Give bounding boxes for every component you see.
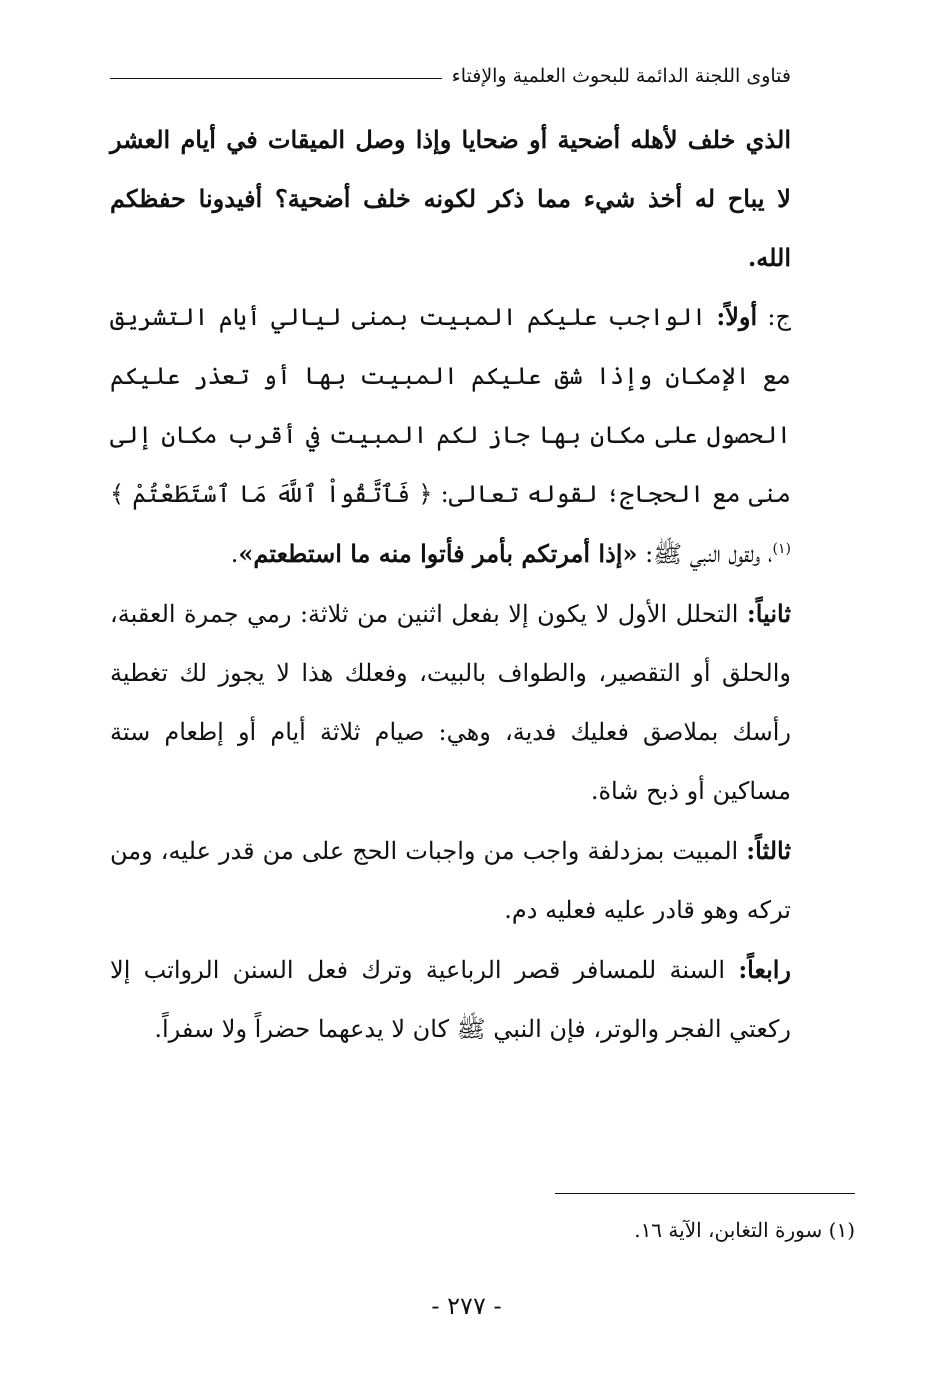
answer-prefix: ج:	[757, 303, 791, 331]
footnote: (١) سورة التغابن، الآية ١٦.	[634, 1218, 855, 1242]
point-one-text: الواجب عليكم المبيت بمنى ليالي أيام التشريق مع الإمكان وإذا شق عليكم المبيت بها أو تعذر عليكم الحصول على مكان بها جاز لكم المبيت في أقرب مكان إلى منى مع الحجاج؛ لقوله تعالى:	[110, 303, 791, 508]
running-header	[110, 58, 791, 94]
point-two-label: ثانياً:	[746, 599, 791, 628]
running-header-title: فتاوى اللجنة الدائمة للبحوث العلمية والإفتاء	[451, 65, 791, 87]
point-four-text: السنة للمسافر قصر الرباعية وترك فعل السنن الرواتب إلا ركعتي الفجر والوتر، فإن النبي ﷺ كان لا يدعهما حضراً ولا سفراً.	[110, 956, 791, 1043]
question-paragraph: الذي خلف لأهله أضحية أو ضحايا وإذا وصل الميقات في أيام العشر لا يباح له أخذ شيء مما ذكر لكونه خلف أضحية؟ أفيدونا حفظكم الله.	[110, 125, 791, 272]
body-text	[110, 110, 791, 1059]
point-two-text: التحلل الأول لا يكون إلا بفعل اثنين من ثلاثة: رمي جمرة العقبة، والحلق أو التقصير، والطواف بالبيت، وفعلك هذا لا يجوز لك تغطية رأسك بملاصق فعليك فدية، وهي: صيام ثلاثة أيام أو إطعام ستة مساكين أو ذبح شاة.	[110, 600, 791, 805]
answer-second-paragraph	[110, 584, 791, 821]
answer-third-paragraph	[110, 821, 791, 940]
answer-fourth-paragraph	[110, 940, 791, 1059]
footnote-rule	[555, 1193, 855, 1194]
page-number: - ٢٧٧ -	[431, 1292, 502, 1320]
point-three-text: المبيت بمزدلفة واجب من واجبات الحج على من قدر عليه، ومن تركه وهو قادر عليه فعليه دم.	[110, 837, 791, 924]
point-one-label: أولاً:	[716, 302, 758, 331]
footnote-marker: (١)	[772, 541, 791, 557]
answer-first-paragraph	[110, 287, 791, 584]
point-one-text-after: ، ولقول النبي ﷺ:	[637, 540, 773, 568]
point-one-end: .	[230, 540, 239, 568]
hadith-quote: «إذا أمرتكم بأمر فأتوا منه ما استطعتم»	[238, 539, 638, 568]
quran-verse: ﴿ فَٱتَّقُواْ ٱللَّهَ مَا ٱسْتَطَعْتُمْ ﴾	[110, 480, 433, 508]
header-rule	[110, 78, 442, 79]
point-three-label: ثالثاً:	[746, 836, 791, 865]
point-four-label: رابعاً:	[738, 955, 791, 984]
